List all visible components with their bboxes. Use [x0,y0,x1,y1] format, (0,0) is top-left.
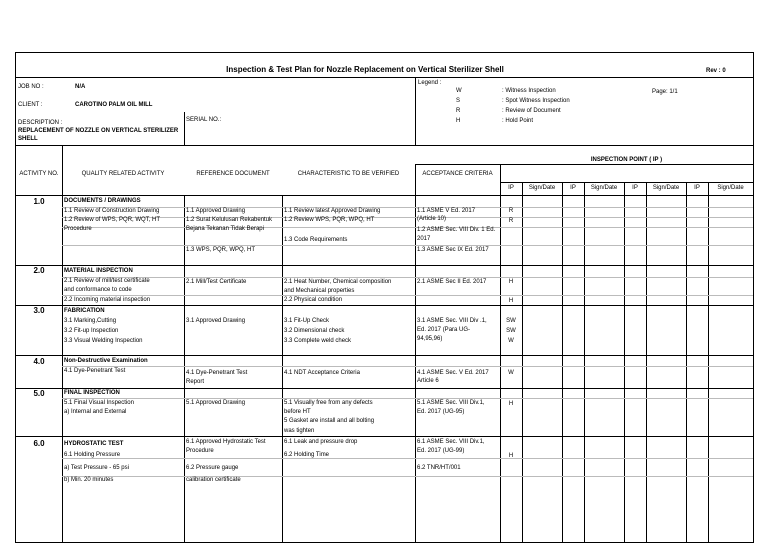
reference-line: 3.1 Approved Drawing [186,318,246,324]
job-no-value: N/A [75,84,86,90]
quality-line: Procedure [64,226,92,232]
legend-desc-w: : Witness Inspection [502,88,556,94]
col-quality: QUALITY RELATED ACTIVITY [81,171,165,177]
frame-top [15,52,753,53]
row-line [62,458,753,459]
col-line-11 [686,182,687,543]
sign-col-2: Sign/Date [590,185,618,191]
reference-line: Report [186,379,205,385]
col-line-10 [646,182,647,543]
col-line-6 [522,182,523,543]
legend-divider [415,77,416,145]
sign-col-1: Sign/Date [528,185,556,191]
inspection-point-header: INSPECTION POINT ( IP ) [590,157,663,163]
row-line [62,217,753,218]
quality-line: b) Min. 20 minutes [64,477,114,483]
job-no-label: JOB NO : [18,84,44,90]
characteristic-line: 5.1 Visually free from any defects [284,400,373,406]
legend-code-s: S [456,98,461,104]
characteristic-line: before HT [284,409,311,415]
legend-desc-r: : Review of Document [502,108,561,114]
ip-value: H [508,453,514,459]
section-divider-5 [15,388,753,389]
frame-right [753,52,754,543]
ip-col-1: IP [508,185,514,191]
characteristic-line: 5 Gasket are install and all bolting [284,418,375,424]
acceptance-line: (Article 10) [417,216,447,222]
characteristic-line: 6.1 Leak and pressure drop [284,439,358,445]
col-activity-no: ACTIVITY NO. [19,171,59,177]
section-title: FABRICATION [64,308,105,314]
characteristic-line: 2.2 Physical condition [284,297,343,303]
col-line-4 [415,164,416,543]
ip-col-4: IP [694,185,700,191]
section-title: FINAL INSPECTION [64,390,120,396]
acceptance-line: 1.2 ASME Sec. VIII Div. 1 Ed. [417,227,496,233]
acceptance-line: 2.1 ASME Sec II Ed. 2017 [417,279,487,285]
quality-line: 1.2 Review of WPS, PQR, WQT, HT [64,217,161,223]
section-number: 1.0 [33,197,45,206]
client-value: CAROTINO PALM OIL MILL [75,102,153,108]
row-line [62,295,753,296]
column-header-bottom [15,195,753,196]
acceptance-line: Ed. 2017 (UG-95) [417,409,465,415]
acceptance-line: 6.1 ASME Sec. VIII Div.1, [417,439,485,445]
acceptance-line: 2017 [417,236,431,242]
quality-line: a) Test Pressure - 65 psi [64,465,129,471]
serial-divider [184,112,185,145]
characteristic-line: 3.2 Dimensional check [284,328,345,334]
quality-line: 6.1 Holding Pressure [64,452,121,458]
section-divider-3 [15,305,753,306]
row-line [62,476,753,477]
row-line [62,398,753,399]
ip-value: H [508,279,514,285]
row-line [62,227,753,228]
reference-line: 1.1 Approved Drawing [186,208,246,214]
frame-left [15,52,16,543]
ip-value: SW [506,328,516,334]
legend-code-h: H [456,118,461,124]
ip-value: R [508,218,514,224]
revision-label: Rev : 0 [706,68,726,74]
ip-value: H [508,298,514,304]
reference-line: Bejana Tekanan Tidak Berapi [186,226,264,232]
quality-line: and conformance to code [64,287,132,293]
section-number: 2.0 [33,266,45,275]
col-reference: REFERENCE DOCUMENT [196,171,270,177]
ip-value: H [508,401,514,407]
quality-line: 1.1 Review of Construction Drawing [64,208,160,214]
acceptance-line: 4.1 ASME Sec. V Ed. 2017 [417,370,489,376]
title-divider [15,77,753,78]
section-title: HYDROSTATIC TEST [64,441,124,447]
col-line-9 [624,182,625,543]
row-line [62,245,753,246]
reference-line: 4.1 Dye-Penetrant Test [186,370,248,376]
characteristic-line: 1.3 Code Requirements [284,237,348,243]
section-number: 5.0 [33,389,45,398]
legend-code-w: W [456,88,462,94]
characteristic-line: 1.2 Review WPS, PQR, WPQ, HT [284,217,375,223]
section-divider-6 [15,436,753,437]
ip-col-3: IP [632,185,638,191]
section-divider-4 [15,355,753,356]
legend-label: Legend : [418,80,442,86]
quality-line: 2.2 Incoming material inspection [64,297,151,303]
ip-value: W [508,370,514,376]
description-line1: REPLACEMENT OF NOZZLE ON VERTICAL STERILIZER [18,128,179,134]
ip-subheader-line [500,182,753,183]
characteristic-line: 3.1 Fit-Up Check [284,318,330,324]
characteristic-line: 4.1 NDT Acceptance Criteria [284,370,360,376]
section-number: 4.0 [33,357,45,366]
quality-line: 3.2 Fit-up Inspection [64,328,119,334]
section-title: Non-Destructive Examination [64,358,148,364]
section-title: DOCUMENTS / DRAWINGS [64,198,141,204]
col-line-3 [282,195,283,543]
ip-header-line [415,164,753,165]
quality-line: a) Internal and External [64,409,127,415]
section-number: 3.0 [33,306,45,315]
characteristic-line: 6.2 Holding Time [284,452,330,458]
col-characteristic: CHARACTERISTIC TO BE VERIFIED [297,171,400,177]
description-label: DESCRIPTION : [18,120,63,126]
reference-line: 6.1 Approved Hydrostatic Test [186,439,266,445]
characteristic-line: and Mechanical properties [284,288,355,294]
ip-value: W [508,338,514,344]
ip-value: R [508,208,514,214]
reference-line: 6.2 Pressure gauge [186,465,239,471]
sign-col-4: Sign/Date [717,185,744,191]
acceptance-line: Article 6 [417,378,439,384]
acceptance-line: 94,95,96) [417,336,443,342]
description-line2: SHELL [18,136,38,142]
row-line [62,366,753,367]
legend-code-r: R [456,108,461,114]
serial-no-label: SERIAL NO.: [186,117,222,123]
ip-value: SW [506,318,516,324]
reference-line: 2.1 Mill/Test Certificate [186,279,247,285]
acceptance-line: 1.1 ASME V Ed. 2017 [417,208,476,214]
quality-line: 2.1 Review of mill/test certificate [64,278,150,284]
characteristic-line: was tighten [284,428,315,434]
reference-line: 1.3 WPS, PQR, WPQ, HT [186,247,256,253]
quality-line: 5.1 Final Visual Inspection [64,400,134,406]
page-title: Inspection & Test Plan for Nozzle Replacement on Vertical Sterilizer Shell [226,65,504,74]
quality-line: 4.1 Dye-Penetrant Test [64,368,126,374]
reference-line: 1.2 Surat Kelulusan Rekabentuk [186,217,273,223]
acceptance-line: Ed. 2017 (UG-99) [417,448,465,454]
legend-desc-s: : Spot Witness Inspection [502,98,570,104]
acceptance-line: 6.2 TNR/HT/001 [417,465,461,471]
row-line [62,207,753,208]
section-divider-2 [15,265,753,266]
quality-line: 3.1 Marking,Cutting [64,318,117,324]
characteristic-line: 2.1 Heat Number, Chemical composition [284,279,392,285]
reference-line: calibration certificate [186,477,241,483]
section-number: 6.0 [33,439,45,448]
characteristic-line: 1.1 Review latest Approved Drawing [284,208,381,214]
col-line-2 [184,195,185,543]
reference-line: 5.1 Approved Drawing [186,400,246,406]
col-line-7 [562,182,563,543]
acceptance-line: 1.3 ASME Sec IX Ed. 2017 [417,247,489,253]
acceptance-line: Ed. 2017 (Para UG- [417,327,471,333]
client-label: CLIENT : [18,102,43,108]
acceptance-line: 5.1 ASME Sec. VIII Div.1, [417,400,485,406]
ip-col-2: IP [570,185,576,191]
row-line [62,277,753,278]
col-line-12 [708,182,709,543]
sign-col-3: Sign/Date [652,185,680,191]
characteristic-line: 3.3 Complete weld check [284,338,352,344]
page-number: Page: 1/1 [652,89,678,95]
legend-desc-h: : Hold Point [502,118,534,124]
reference-line: Procedure [186,448,214,454]
col-acceptance: ACCEPTANCE CRITERIA [422,171,493,177]
col-line-8 [584,182,585,543]
section-title: MATERIAL INSPECTION [64,268,133,274]
header-bottom-line [15,145,753,146]
acceptance-line: 3.1 ASME Sec. VIII Div .1, [417,318,487,324]
quality-line: 3.3 Visual Welding Inspection [64,338,143,344]
